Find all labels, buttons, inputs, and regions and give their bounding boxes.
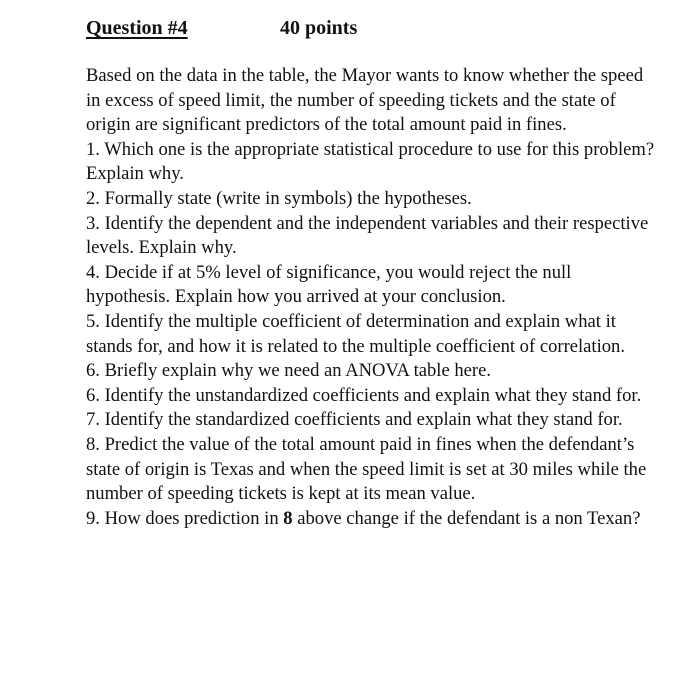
- question-item-5: 5. Identify the multiple coefficient of determination and explain what it stands for, and how it is related to the multiple coefficient of correlation.: [86, 310, 626, 357]
- question-item-6a: 6. Briefly explain why we need an ANOVA table here.: [86, 360, 491, 382]
- item-9-bold-ref: 8: [283, 507, 293, 529]
- question-item-2: 2. Formally state (write in symbols) the hypotheses.: [86, 187, 472, 209]
- question-label: Question #4: [86, 17, 188, 39]
- question-header: [86, 14, 358, 42]
- item-9-after: above change if the defendant is a non Texan?: [292, 507, 641, 529]
- question-item-1: 1. Which one is the appropriate statistical procedure to use for this problem? Explain why.: [86, 138, 655, 185]
- question-item-6b: 6. Identify the unstandardized coefficients and explain what they stand for.: [86, 384, 642, 406]
- question-body: [86, 64, 656, 531]
- question-item-7: 7. Identify the standardized coefficients and explain what they stand for.: [86, 409, 623, 431]
- question-item-4: 4. Decide if at 5% level of significance, you would reject the null hypothesis. Explain how you arrived at your conclusion.: [86, 261, 572, 308]
- item-9-before: 9. How does prediction in: [86, 507, 284, 529]
- question-item-3: 3. Identify the dependent and the independent variables and their respective levels. Explain why.: [86, 212, 649, 259]
- points-label: 40 points: [280, 17, 358, 39]
- intro-paragraph: Based on the data in the table, the Mayor wants to know whether the speed in excess of speed limit, the number of speeding tickets and the state of origin are significant predictors of the total amount paid in fines.: [86, 65, 644, 136]
- question-item-8: 8. Predict the value of the total amount paid in fines when the defendant’s state of origin is Texas and when the speed limit is set at 30 miles while the number of speeding tickets is kept at its mean value.: [86, 433, 647, 505]
- question-item-9: [86, 507, 656, 532]
